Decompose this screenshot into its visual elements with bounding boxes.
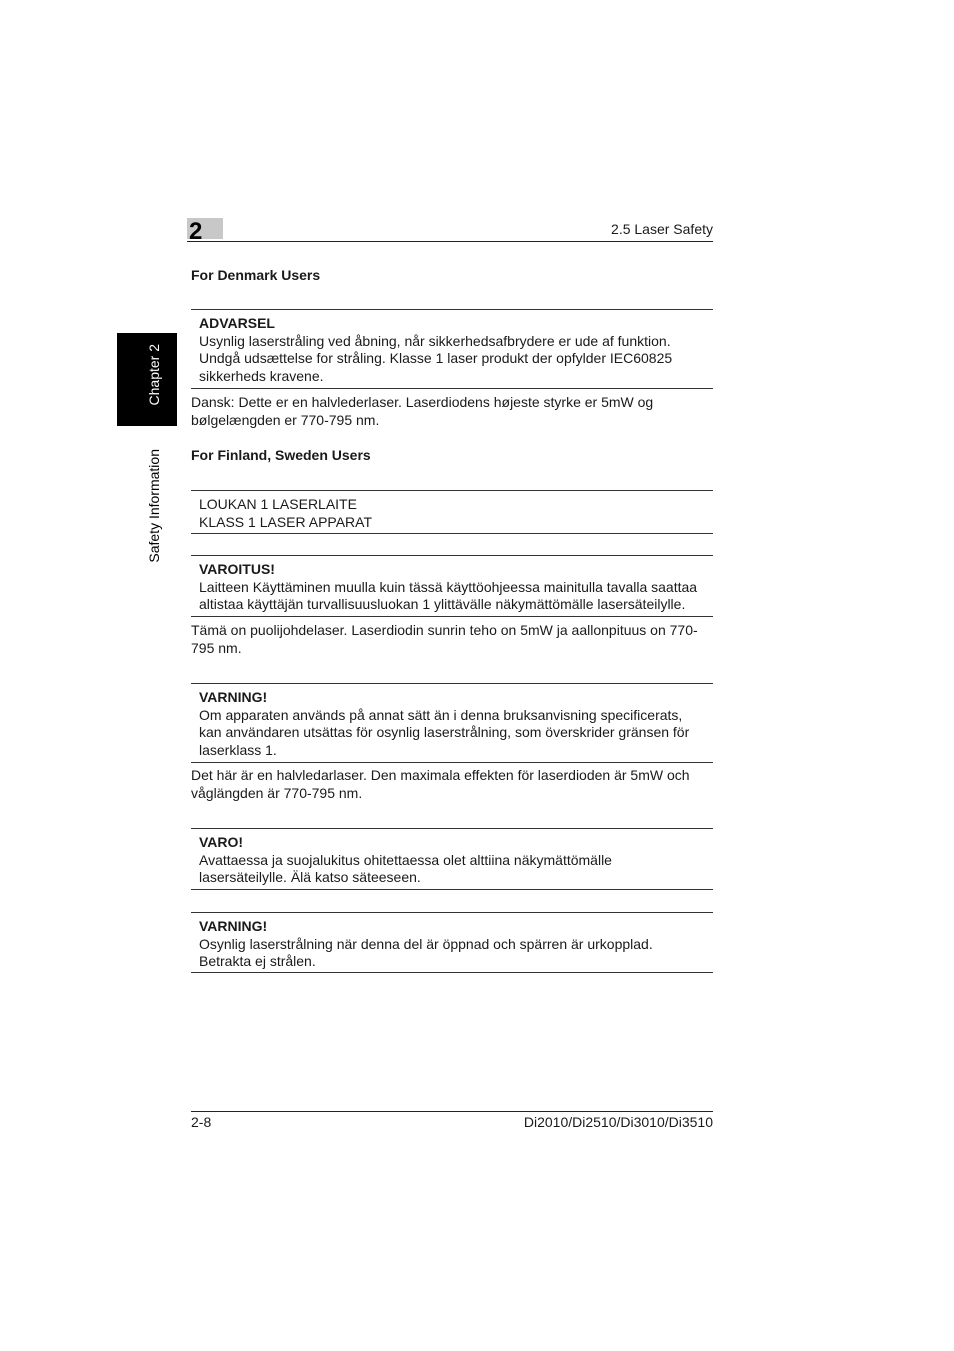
varoitus-line: Laitteen Käyttäminen muulla kuin tässä käyttöohjeessa mainitulla tavalla saattaa	[199, 578, 698, 595]
advarsel-line: sikkerheds kravene.	[199, 367, 324, 384]
danish-note-line: Dansk: Dette er en halvlederlaser. Laserdiodens højeste styrke er 5mW og	[191, 394, 654, 410]
chapter-number: 2	[189, 218, 203, 245]
finnish-note-line: 795 nm.	[191, 639, 242, 656]
advarsel-line: Usynlig laserstråling ved åbning, når sikkerhedsafbrydere er ude af funktion.	[199, 332, 671, 349]
varo-line: Avattaessa ja suojalukitus ohitettaessa olet alttiina näkymättömälle	[199, 851, 612, 868]
varo-warning-box	[191, 828, 713, 890]
varning-interlock-warning-box	[191, 912, 713, 973]
varoitus-title: VAROITUS!	[199, 561, 275, 577]
laser-class-line: KLASS 1 LASER APPARAT	[199, 513, 373, 530]
advarsel-title: ADVARSEL	[199, 315, 275, 331]
header-rule	[187, 241, 713, 242]
varo-line: lasersäteilylle. Älä katso säteeseen.	[199, 869, 421, 885]
varning-interlock-line: Betrakta ej strålen.	[199, 953, 316, 969]
varning-interlock-line: Osynlig laserstrålning när denna del är öppnad och spärren är urkopplad.	[199, 935, 653, 952]
laser-class-label-box	[191, 490, 713, 534]
section-title: 2.5 Laser Safety	[611, 221, 713, 237]
varoitus-line: altistaa käyttäjän turvallisuusluokan 1 ylittävälle näkymättömälle lasersäteilylle.	[199, 596, 686, 612]
advarsel-warning-box	[191, 309, 713, 389]
varning-title: VARNING!	[199, 689, 268, 705]
finnish-note	[191, 622, 715, 657]
denmark-heading: For Denmark Users	[191, 267, 321, 283]
swedish-note-line: Det här är en halvledarlaser. Den maximala effekten för laserdioden är 5mW och	[191, 767, 690, 783]
page-number: 2-8	[191, 1114, 212, 1130]
side-section-label: Safety Information	[146, 449, 162, 563]
model-names: Di2010/Di2510/Di3010/Di3510	[523, 1114, 713, 1130]
danish-note	[191, 394, 715, 429]
finland-sweden-heading: For Finland, Sweden Users	[191, 447, 371, 463]
footer-rule	[191, 1111, 713, 1112]
swedish-note-line: våglängden är 770-795 nm.	[191, 784, 363, 801]
finnish-note-line: Tämä on puolijohdelaser. Laserdiodin sunrin teho on 5mW ja aallonpituus on 770-	[191, 622, 698, 638]
varoitus-warning-box	[191, 555, 713, 617]
varning-line: laserklass 1.	[199, 741, 277, 758]
advarsel-line: Undgå udsættelse for stråling. Klasse 1 laser produkt der opfylder IEC60825	[199, 350, 673, 366]
varning-line: kan användaren utsättas för osynlig laserstrålning, som överskrider gränsen för	[199, 724, 690, 740]
danish-note-line: bølgelængden er 770-795 nm.	[191, 411, 380, 428]
varo-title: VARO!	[199, 834, 244, 850]
varning-line: Om apparaten används på annat sätt än i denna bruksanvisning specificerats,	[199, 706, 683, 723]
swedish-note	[191, 767, 715, 802]
side-chapter-label: Chapter 2	[146, 344, 162, 406]
laser-class-line: LOUKAN 1 LASERLAITE	[199, 496, 357, 512]
varning-warning-box	[191, 683, 713, 763]
varning-interlock-title: VARNING!	[199, 918, 268, 934]
